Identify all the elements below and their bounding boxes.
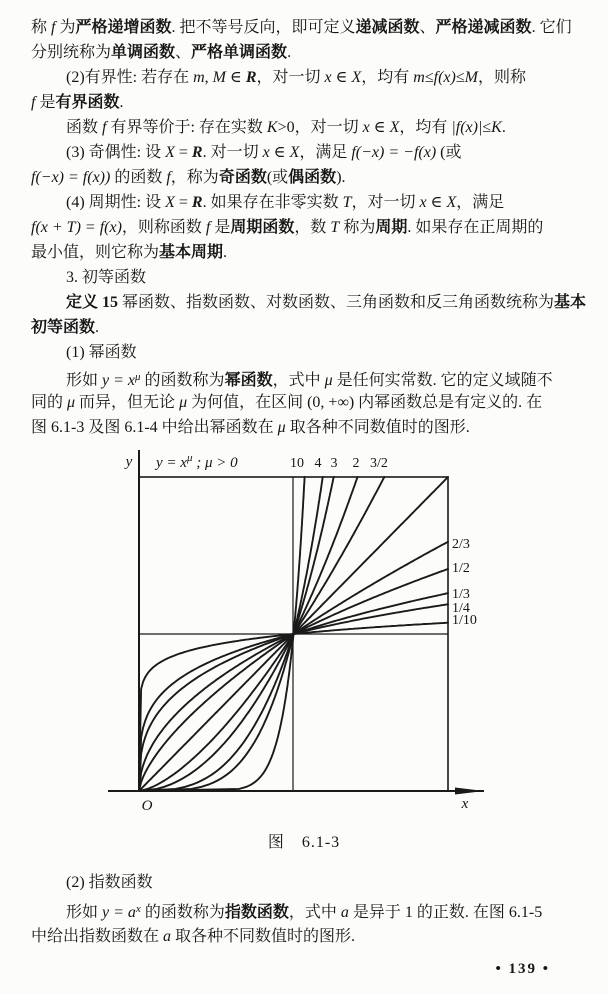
text-line: 3. 初等函数: [66, 269, 147, 286]
origin-label: O: [141, 798, 153, 814]
curve-label: 1/10: [452, 613, 477, 628]
curve-label: 4: [314, 456, 322, 471]
text-line: (3) 奇偶性: 设 X = R. 对一切 x ∈ X，满足 f(−x) = −f(x) (或: [66, 144, 462, 161]
curve-label: 1/3: [452, 587, 470, 602]
figure-caption: 图 6.1-3: [267, 834, 341, 851]
text-line: (2) 指数函数: [66, 874, 153, 891]
curve-label: 1/4: [452, 601, 470, 616]
text-line: f(−x) = f(x)) 的函数 f，称为奇函数(或偶函数).: [31, 169, 346, 186]
curve-label: 2/3: [452, 537, 470, 552]
text-line: 最小值，则它称为基本周期.: [31, 244, 228, 261]
text-line: f 是有界函数.: [31, 94, 124, 111]
text-line: 形如 $y = x^\mu$ 的函数称为幂函数，式中 μ 是任何实常数. 它的定义域随不: [66, 371, 553, 389]
curve-label: 3: [330, 456, 338, 471]
text-line: 形如 $y = a^x$ 的函数称为指数函数，式中 a 是异于 1 的正数. 在图 6.1-5: [66, 903, 543, 921]
body-text-upper: [0, 0, 608, 440]
text-line: 同的 μ 而异，但无论 μ 为何值，在区间 (0, +∞) 内幂函数总是有定义的. 在: [31, 394, 543, 411]
text-line: (1) 幂函数: [66, 344, 137, 361]
curve-label: 1/2: [452, 561, 470, 576]
power-functions-plot: [0, 440, 608, 832]
curve-label: 3/2: [370, 456, 388, 471]
text-line: 分别统称为单调函数、严格单调函数.: [31, 44, 292, 61]
x-axis-label: x: [461, 796, 469, 812]
text-line: 中给出指数函数在 a 取各种不同数值时的图形.: [31, 928, 356, 945]
text-line: f(x + T) = f(x)，则称函数 f 是周期函数，数 T 称为周期. 如果存在正周期的: [31, 219, 544, 236]
text-line: 定义 15 幂函数、指数函数、对数函数、三角函数和反三角函数统称为基本: [66, 294, 587, 311]
figure-formula: $y = x^\mu$ ; μ > 0: [156, 452, 238, 471]
page-number: • 139 •: [495, 961, 550, 977]
text-line: (4) 周期性: 设 X = R. 如果存在非零实数 T，对一切 x ∈ X，满足: [66, 194, 505, 211]
body-text-lower: [0, 854, 608, 950]
x-axis-arrow-icon: [455, 788, 484, 795]
text-line: 称 f 为严格递增函数. 把不等号反向，即可定义递减函数、严格递减函数. 它们: [31, 19, 572, 36]
curve-label: 2: [352, 456, 360, 471]
text-line: (2)有界性: 若存在 m, M ∈ R，对一切 x ∈ X，均有 m≤f(x)≤M，则称: [66, 69, 526, 86]
text-line: 图 6.1-3 及图 6.1-4 中给出幂函数在 μ 取各种不同数值时的图形.: [31, 419, 470, 436]
figure-6-1-3: [0, 440, 608, 832]
text-line: 初等函数.: [31, 319, 100, 336]
curve-label: 10: [290, 456, 304, 471]
y-axis-label: y: [125, 454, 133, 470]
text-line: 函数 f 有界等价于: 存在实数 K>0，对一切 x ∈ X，均有 |f(x)|≤K.: [66, 119, 506, 136]
